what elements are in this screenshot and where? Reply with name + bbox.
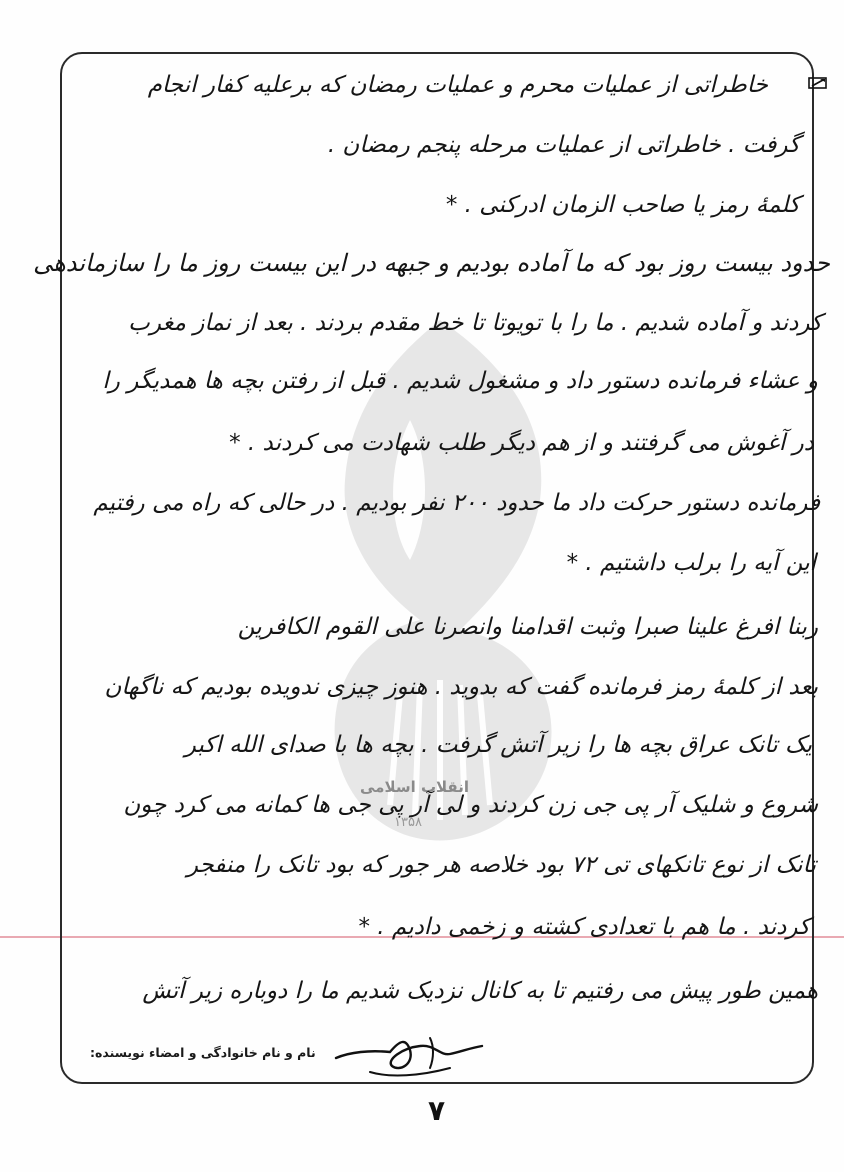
author-signature-label: نام و نام خانوادگی و امضاء نویسنده: [90, 1045, 316, 1060]
text-line: در آغوش می گرفتند و از هم دیگر طلب شهادت می کردند . * [229, 430, 814, 456]
text-line: بعد از کلمهٔ رمز فرمانده گفت که بدوید . هنوز چیزی ندویده بودیم که ناگهان [104, 674, 818, 700]
pen-note-icon [808, 76, 828, 90]
text-line: کردند . ما هم با تعدادی کشته و زخمی دادیم . * [358, 914, 810, 940]
text-line: همین طور پیش می رفتیم تا به کانال نزدیک شدیم ما را دوباره زیر آتش [142, 978, 818, 1004]
watermark-text: انقلاب اسلامی [360, 778, 469, 796]
text-line: شروع و شلیک آر پی جی زن کردند و لی آر پی جی ها کمانه می کرد چون [123, 792, 818, 818]
text-line: یک تانک عراق بچه ها را زیر آتش گرفت . بچه ها با صدای الله اکبر [184, 732, 812, 758]
signature-scribble [330, 1028, 490, 1086]
text-line: فرمانده دستور حرکت داد ما حدود ۲۰۰ نفر بودیم . در حالی که راه می رفتیم [93, 490, 820, 516]
text-line: خاطراتی از عملیات محرم و عملیات رمضان که برعلیه کفار انجام [147, 72, 768, 98]
text-line: کلمهٔ رمز یا صاحب الزمان ادرکنی . * [445, 192, 800, 218]
text-line: تانک از نوع تانکهای تی ۷۲ بود خلاصه هر جور که بود تانک را منفجر [186, 852, 816, 878]
text-line: کردند و آماده شدیم . ما را با تویوتا تا خط مقدم بردند . بعد از نماز مغرب [128, 310, 822, 336]
text-line: گرفت . خاطراتی از عملیات مرحله پنجم رمضان . [327, 132, 800, 158]
text-line: و عشاء فرمانده دستور داد و مشغول شدیم . قبل از رفتن بچه ها همدیگر را [102, 368, 818, 394]
page-number: ۷ [428, 1094, 446, 1127]
text-line: ربنا افرغ علینا صبرا وثبت اقدامنا وانصرنا علی القوم الکافرین [237, 614, 818, 640]
watermark-year: ۱۳۵۸ [394, 815, 422, 830]
text-line: این آیه را برلب داشتیم . * [566, 550, 816, 576]
text-line: حدود بیست روز بود که ما آماده بودیم و جبهه در این بیست روز ما را سازماندهی [33, 249, 830, 277]
